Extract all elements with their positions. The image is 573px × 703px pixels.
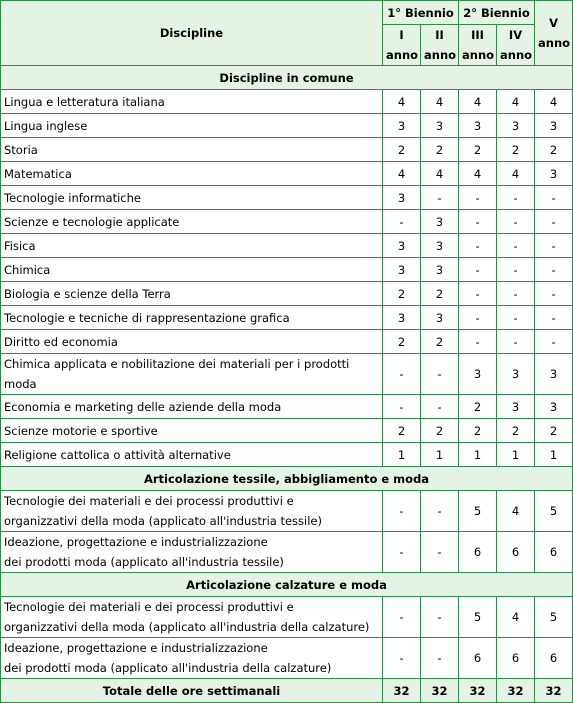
hours-cell: 4 xyxy=(421,90,459,114)
hours-cell: - xyxy=(459,234,497,258)
hours-cell: - xyxy=(497,282,535,306)
discipline-name: Lingua inglese xyxy=(1,114,383,138)
hours-cell: 2 xyxy=(497,419,535,443)
section-title: Articolazione tessile, abbigliamento e moda xyxy=(1,467,573,491)
hours-cell: 2 xyxy=(535,419,573,443)
section-title: Discipline in comune xyxy=(1,66,573,90)
year-4-unit: anno xyxy=(500,48,533,62)
discipline-name: Tecnologie e tecniche di rappresentazione grafica xyxy=(1,306,383,330)
hours-cell: 3 xyxy=(421,210,459,234)
hours-cell: 3 xyxy=(535,395,573,419)
hours-cell: 4 xyxy=(497,491,535,532)
table-row xyxy=(1,114,573,138)
hours-cell: 2 xyxy=(421,138,459,162)
hours-cell: - xyxy=(421,354,459,395)
hours-cell: 5 xyxy=(535,597,573,638)
hours-cell: 2 xyxy=(383,330,421,354)
discipline-name xyxy=(1,491,383,532)
hours-cell: 1 xyxy=(497,443,535,467)
table-row xyxy=(1,306,573,330)
year-2-num: II xyxy=(435,28,444,42)
total-row xyxy=(1,679,573,703)
hours-cell: - xyxy=(383,354,421,395)
discipline-name: Economia e marketing delle aziende della moda xyxy=(1,395,383,419)
hours-cell: - xyxy=(459,306,497,330)
header-row-1 xyxy=(1,1,573,25)
table-row xyxy=(1,532,573,573)
hours-cell: 4 xyxy=(535,90,573,114)
table-row xyxy=(1,491,573,532)
table-row xyxy=(1,258,573,282)
year-4-header xyxy=(497,25,535,66)
hours-cell: - xyxy=(383,638,421,679)
hours-cell: 3 xyxy=(383,114,421,138)
hours-cell: 6 xyxy=(497,638,535,679)
discipline-name: Scienze e tecnologie applicate xyxy=(1,210,383,234)
table-row xyxy=(1,395,573,419)
hours-cell: 5 xyxy=(459,597,497,638)
total-hours-cell: 32 xyxy=(421,679,459,703)
discipline-name: Chimica applicata e nobilitazione dei materiali per i prodotti moda xyxy=(1,354,383,395)
hours-cell: 2 xyxy=(383,282,421,306)
table-row xyxy=(1,282,573,306)
hours-cell: - xyxy=(383,395,421,419)
hours-cell: 1 xyxy=(535,443,573,467)
hours-cell: 4 xyxy=(497,597,535,638)
discipline-header: Discipline xyxy=(1,1,383,66)
hours-cell: - xyxy=(497,258,535,282)
table-row xyxy=(1,597,573,638)
hours-cell: - xyxy=(421,491,459,532)
hours-cell: 4 xyxy=(497,90,535,114)
discipline-name: Fisica xyxy=(1,234,383,258)
hours-cell: 1 xyxy=(383,443,421,467)
discipline-name xyxy=(1,597,383,638)
discipline-name: Diritto ed economia xyxy=(1,330,383,354)
discipline-name-line: dei prodotti moda (applicato all'industria della calzature) xyxy=(4,661,332,675)
hours-cell: 2 xyxy=(421,282,459,306)
discipline-name: Lingua e letteratura italiana xyxy=(1,90,383,114)
hours-cell: 1 xyxy=(421,443,459,467)
discipline-name: Tecnologie informatiche xyxy=(1,186,383,210)
total-hours-cell: 32 xyxy=(535,679,573,703)
hours-cell: - xyxy=(535,210,573,234)
hours-cell: 3 xyxy=(383,234,421,258)
hours-cell: 1 xyxy=(459,443,497,467)
hours-cell: - xyxy=(497,330,535,354)
hours-cell: - xyxy=(459,282,497,306)
hours-cell: 2 xyxy=(383,138,421,162)
table-row xyxy=(1,162,573,186)
section-header-row xyxy=(1,66,573,90)
hours-cell: 2 xyxy=(421,330,459,354)
table-row xyxy=(1,234,573,258)
hours-cell: - xyxy=(421,597,459,638)
hours-cell: 3 xyxy=(383,258,421,282)
section-header-row xyxy=(1,573,573,597)
hours-cell: 6 xyxy=(535,532,573,573)
hours-cell: - xyxy=(421,638,459,679)
year-1-header xyxy=(383,25,421,66)
discipline-name xyxy=(1,638,383,679)
discipline-name: Biologia e scienze della Terra xyxy=(1,282,383,306)
year-5-header xyxy=(535,1,573,66)
table-row xyxy=(1,210,573,234)
hours-cell: - xyxy=(459,210,497,234)
hours-cell: 3 xyxy=(497,114,535,138)
table-row xyxy=(1,354,573,395)
discipline-name: Storia xyxy=(1,138,383,162)
table-row xyxy=(1,186,573,210)
hours-cell: 3 xyxy=(535,114,573,138)
total-hours-cell: 32 xyxy=(459,679,497,703)
hours-cell: 2 xyxy=(497,138,535,162)
hours-cell: 2 xyxy=(459,419,497,443)
hours-cell: - xyxy=(421,395,459,419)
hours-cell: 3 xyxy=(383,186,421,210)
hours-cell: 3 xyxy=(497,395,535,419)
hours-cell: 2 xyxy=(421,419,459,443)
discipline-name-line: organizzativi della moda (applicato all'industria tessile) xyxy=(4,514,322,528)
hours-cell: - xyxy=(497,210,535,234)
hours-cell: 3 xyxy=(421,258,459,282)
hours-cell: - xyxy=(535,306,573,330)
discipline-name xyxy=(1,532,383,573)
hours-cell: 3 xyxy=(535,162,573,186)
hours-cell: - xyxy=(421,532,459,573)
hours-cell: - xyxy=(535,282,573,306)
hours-cell: 6 xyxy=(459,638,497,679)
discipline-name-line: Tecnologie dei materiali e dei processi produttivi e xyxy=(4,600,294,614)
year-2-unit: anno xyxy=(424,48,457,62)
section-header-row xyxy=(1,467,573,491)
table-row xyxy=(1,638,573,679)
discipline-name-line: organizzativi della moda (applicato all'industria della calzature) xyxy=(4,620,370,634)
hours-cell: 4 xyxy=(459,90,497,114)
hours-cell: 3 xyxy=(421,114,459,138)
total-hours-cell: 32 xyxy=(497,679,535,703)
discipline-name-line: dei prodotti moda (applicato all'industria tessile) xyxy=(4,555,284,569)
hours-cell: 6 xyxy=(535,638,573,679)
hours-cell: 5 xyxy=(535,491,573,532)
hours-cell: - xyxy=(383,210,421,234)
table-row xyxy=(1,419,573,443)
hours-cell: 3 xyxy=(421,234,459,258)
hours-cell: - xyxy=(383,532,421,573)
hours-cell: 2 xyxy=(535,138,573,162)
hours-cell: 2 xyxy=(383,419,421,443)
hours-cell: 4 xyxy=(383,90,421,114)
hours-cell: 6 xyxy=(459,532,497,573)
hours-cell: - xyxy=(383,597,421,638)
table-row xyxy=(1,90,573,114)
hours-cell: - xyxy=(535,258,573,282)
hours-cell: 4 xyxy=(421,162,459,186)
hours-cell: 3 xyxy=(383,306,421,330)
hours-cell: 2 xyxy=(459,395,497,419)
table-row xyxy=(1,138,573,162)
biennio-2-header: 2° Biennio xyxy=(459,1,535,25)
hours-cell: - xyxy=(459,330,497,354)
hours-cell: - xyxy=(459,186,497,210)
hours-cell: 4 xyxy=(459,162,497,186)
year-3-unit: anno xyxy=(462,48,495,62)
discipline-name-line: Ideazione, progettazione e industrializzazione xyxy=(4,641,268,655)
hours-cell: - xyxy=(497,186,535,210)
total-hours-cell: 32 xyxy=(383,679,421,703)
year-5-label: V anno xyxy=(538,16,571,50)
hours-cell: 5 xyxy=(459,491,497,532)
discipline-name-line: Ideazione, progettazione e industrializzazione xyxy=(4,535,268,549)
hours-cell: 3 xyxy=(535,354,573,395)
total-label: Totale delle ore settimanali xyxy=(1,679,383,703)
year-3-num: III xyxy=(471,28,484,42)
discipline-name: Chimica xyxy=(1,258,383,282)
table-row xyxy=(1,330,573,354)
hours-cell: 3 xyxy=(459,354,497,395)
hours-cell: - xyxy=(535,234,573,258)
year-2-header xyxy=(421,25,459,66)
hours-cell: - xyxy=(535,330,573,354)
hours-cell: 3 xyxy=(497,354,535,395)
discipline-name: Religione cattolica o attività alternative xyxy=(1,443,383,467)
hours-cell: - xyxy=(383,491,421,532)
year-1-unit: anno xyxy=(386,48,419,62)
hours-cell: 2 xyxy=(459,138,497,162)
discipline-name-line: Tecnologie dei materiali e dei processi produttivi e xyxy=(4,494,294,508)
hours-cell: 3 xyxy=(421,306,459,330)
biennio-1-header: 1° Biennio xyxy=(383,1,459,25)
hours-cell: - xyxy=(497,306,535,330)
hours-cell: - xyxy=(421,186,459,210)
discipline-name: Matematica xyxy=(1,162,383,186)
year-3-header xyxy=(459,25,497,66)
hours-cell: 6 xyxy=(497,532,535,573)
table-row xyxy=(1,443,573,467)
year-1-num: I xyxy=(399,28,404,42)
section-title: Articolazione calzature e moda xyxy=(1,573,573,597)
hours-cell: - xyxy=(497,234,535,258)
hours-cell: 3 xyxy=(459,114,497,138)
hours-cell: 4 xyxy=(497,162,535,186)
hours-cell: 4 xyxy=(383,162,421,186)
discipline-name: Scienze motorie e sportive xyxy=(1,419,383,443)
hours-cell: - xyxy=(459,258,497,282)
hours-cell: - xyxy=(535,186,573,210)
year-4-num: IV xyxy=(508,28,523,42)
